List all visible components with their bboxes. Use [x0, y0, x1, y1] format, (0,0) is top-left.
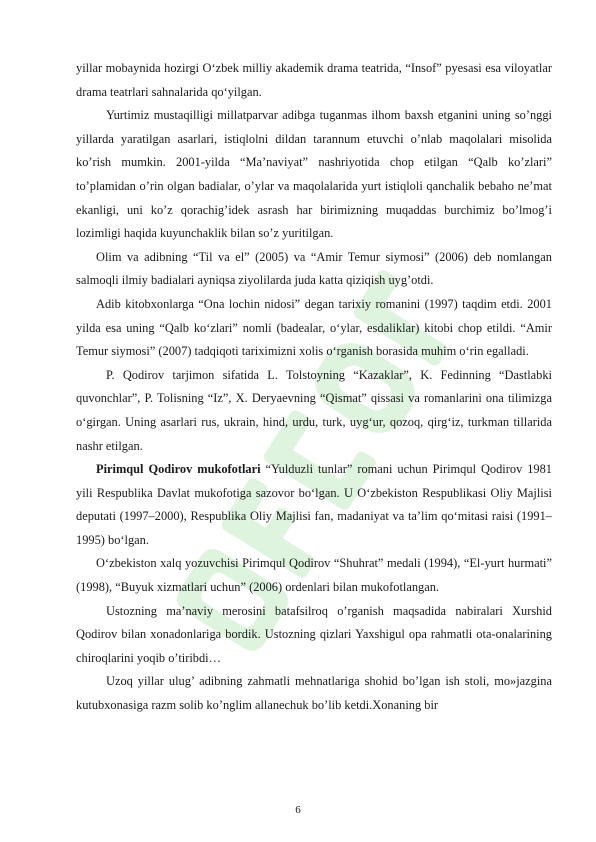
page-number: 6 — [295, 804, 301, 816]
awards-heading: Pirimqul Qodirov mukofotlari — [96, 462, 261, 477]
paragraph-4: Adib kitobxonlarga “Ona lochin nidosi” degan tarixiy romanini (1997) taqdim etdi. 2001 yilda esa uning “Qalb ko‘zlari” nomli (badealar, o‘ylar, esdaliklar) kitobi chop etildi. “Amir Temur siymosi” (2007) tadqiqoti tariximizni xolis o‘rganish borasida muhim o‘rin egalladi. — [76, 296, 552, 359]
paragraph-6 — [76, 458, 552, 552]
paragraph-2: Yurtimiz mustaqilligi millatparvar adibga tuganmas ilhom baxsh etganini uning so’nggi yillarda yaratilgan asarlari, istiqlolni dildan tarannum etuvchi o’nlab maqolalari misolida ko’rish mumkin. 2001-yilda “Ma’naviyat” nashriyotida chop etilgan “Qalb ko’zlari” to’plamidan o’rin olgan badialar, o’ylar va maqolalarida yurt istiqloli qanchalik bebaho ne’mat ekanligi, uni ko’z qorachig’idek asrash har birimizning muqaddas burchimiz bo’lmog’i lozimligi haqida kuyunchaklik bilan so’z yuritilgan. — [76, 108, 552, 241]
paragraph-5: P. Qodirov tarjimon sifatida L. Tolstoyning “Kazaklar”, K. Fedinning “Dastlabki quvonchlar”, P. Tolisning “Iz”, X. Deryaevning “Qismat” qissasi va romanlarini ona tilimizga o‘girgan. Uning asarlari rus, ukrain, hind, urdu, turk, uyg‘ur, qozoq, qirg‘iz, turkman tillarida nashr etilgan. — [76, 367, 552, 453]
paragraph-1: yillar mobaynida hozirgi O‘zbek milliy akademik drama teatrida, “Insof” pyesasi esa viloyatlar drama teatrlari sahnalarida qo‘yilgan. — [76, 61, 552, 99]
page-body — [76, 57, 552, 718]
paragraph-6-text: “Yulduzli tunlar” romani uchun Pirimqul Qodirov 1981 yili Respublika Davlat mukofotiga sazovor bo‘lgan. U O‘zbekiston Respublikasi Oliy Majlisi deputati (1997–2000), Respublika Oliy Majlisi fan, madaniyat va ta’lim qo‘mitasi raisi (1991–1995) bo‘lgan. — [76, 462, 552, 547]
paragraph-9: Uzoq yillar ulug’ adibning zahmatli mehnatlariga shohid bo’lgan ish stoli, mo»jazgina kutubxonasiga razm solib ko’nglim allanechuk bo’lib ketdi.Xonaning bir — [76, 674, 552, 713]
paragraph-7: O‘zbekiston xalq yozuvchisi Pirimqul Qodirov “Shuhrat” medali (1994), “El-yurt hurmati” (1998), “Buyuk xizmatlari uchun” (2006) ordenlari bilan mukofotlangan. — [76, 556, 552, 595]
paragraph-8: Ustozning ma’naviy merosini batafsilroq o’rganish maqsadida nabiralari Xurshid Qodirov bilan xonadonlariga bordik. Ustozning qizlari Yaxshigul opa rahmatli ota-onalarining chiroqlarini yoqib o’tiribdi… — [76, 603, 552, 665]
paragraph-3: Olim va adibning “Til va el” (2005) va “Amir Temur siymosi” (2006) deb nomlangan salmoqli ilmiy badialari ayniqsa ziyolilarda juda katta qiziqish uyg’otdi. — [76, 249, 552, 288]
